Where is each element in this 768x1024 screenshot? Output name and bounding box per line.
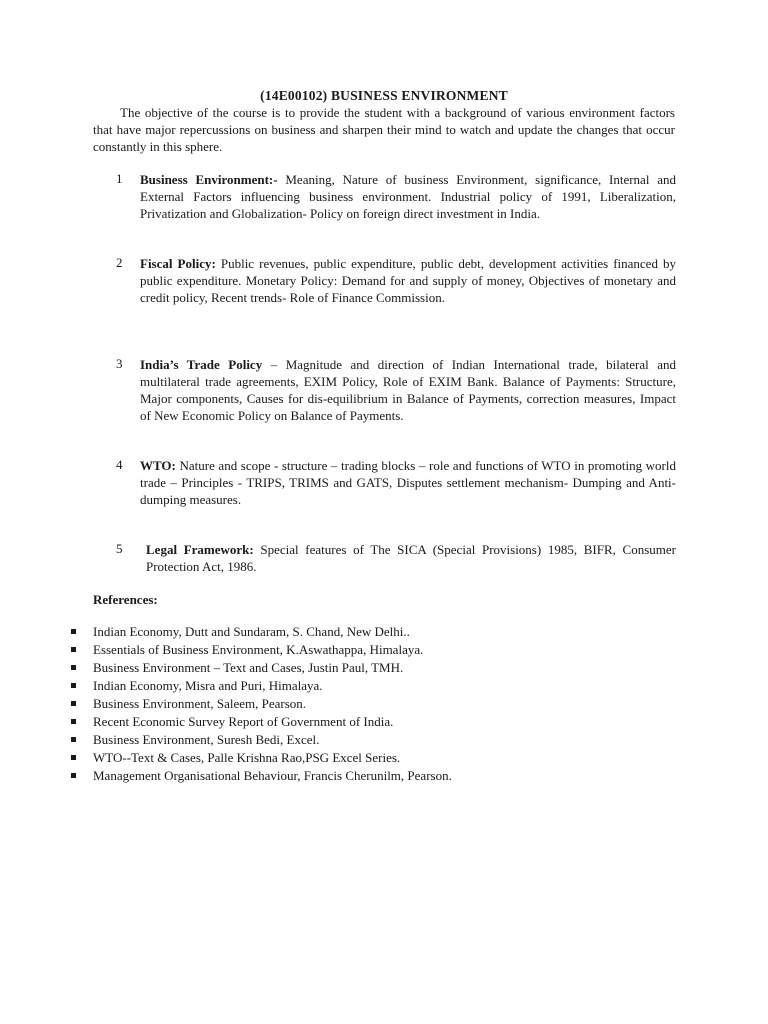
reference-text: Business Environment, Saleem, Pearson.: [93, 696, 307, 711]
square-bullet-icon: [71, 773, 76, 778]
unit-text: Meaning, Nature of business Environment, significance, Internal and External Factors influencing business environment. Industrial policy of 1991, Liberalization, Privatization and Globalization- Policy on foreign direct investment in India.: [140, 172, 676, 221]
unit-number: 1: [116, 171, 123, 186]
list-item: [70, 767, 670, 785]
unit-body: [140, 171, 676, 222]
references-heading: References:: [93, 592, 158, 607]
reference-text: Business Environment, Suresh Bedi, Excel.: [93, 732, 320, 747]
unit-body: [146, 541, 676, 575]
unit-body: [140, 457, 676, 508]
list-item: [70, 731, 670, 749]
course-title: (14E00102) BUSINESS ENVIRONMENT: [260, 88, 508, 103]
reference-text: Management Organisational Behaviour, Francis Cherunilm, Pearson.: [93, 768, 452, 783]
list-item: [70, 749, 670, 767]
list-item: [70, 713, 670, 731]
reference-text: Business Environment – Text and Cases, Justin Paul, TMH.: [93, 660, 404, 675]
square-bullet-icon: [71, 719, 76, 724]
unit-body: [140, 356, 676, 424]
square-bullet-icon: [71, 737, 76, 742]
list-item: [70, 641, 670, 659]
reference-text: Essentials of Business Environment, K.Aswathappa, Himalaya.: [93, 642, 424, 657]
list-item: [70, 623, 670, 641]
square-bullet-icon: [71, 665, 76, 670]
reference-text: Indian Economy, Misra and Puri, Himalaya.: [93, 678, 323, 693]
unit-number: 3: [116, 356, 123, 371]
reference-text: WTO--Text & Cases, Palle Krishna Rao,PSG Excel Series.: [93, 750, 401, 765]
unit-heading: Fiscal Policy:: [140, 256, 216, 271]
course-objective: The objective of the course is to provide the student with a background of various environment factors that have major repercussions on business and sharpen their mind to watch and update the changes that occur constantly in this sphere.: [93, 105, 675, 154]
unit-number: 2: [116, 255, 123, 270]
references-list: [70, 623, 670, 785]
unit-body: [140, 255, 676, 306]
list-item: [70, 659, 670, 677]
unit-text: Nature and scope - structure – trading blocks – role and functions of WTO in promoting world trade – Principles - TRIPS, TRIMS and GATS, Disputes settlement mechanism- Dumping and Anti-dumping measures.: [140, 458, 676, 507]
square-bullet-icon: [71, 755, 76, 760]
unit-heading: WTO:: [140, 458, 176, 473]
list-item: [70, 695, 670, 713]
reference-text: Indian Economy, Dutt and Sundaram, S. Chand, New Delhi..: [93, 624, 410, 639]
square-bullet-icon: [71, 629, 76, 634]
list-item: [70, 677, 670, 695]
square-bullet-icon: [71, 647, 76, 652]
square-bullet-icon: [71, 701, 76, 706]
unit-text: Special features of The SICA (Special Provisions) 1985, BIFR, Consumer Protection Act, 1986.: [146, 542, 676, 574]
square-bullet-icon: [71, 683, 76, 688]
unit-heading: India’s Trade Policy: [140, 357, 263, 372]
unit-number: 5: [116, 541, 123, 556]
reference-text: Recent Economic Survey Report of Government of India.: [93, 714, 394, 729]
unit-text: – Magnitude and direction of Indian International trade, bilateral and multilateral trade agreements, EXIM Policy, Role of EXIM Bank. Balance of Payments: Structure, Major components, Causes for dis-equilibrium in Balance of Payments, correction measures, Impact of New Economic Policy on Balance of Payments.: [140, 357, 676, 423]
unit-heading: Business Environment:-: [140, 172, 278, 187]
unit-heading: Legal Framework:: [146, 542, 254, 557]
unit-text: Public revenues, public expenditure, public debt, development activities financed by public expenditure. Monetary Policy: Demand for and supply of money, Objectives of monetary and credit policy, Recent trends- Role of Finance Commission.: [140, 256, 676, 305]
unit-number: 4: [116, 457, 123, 472]
